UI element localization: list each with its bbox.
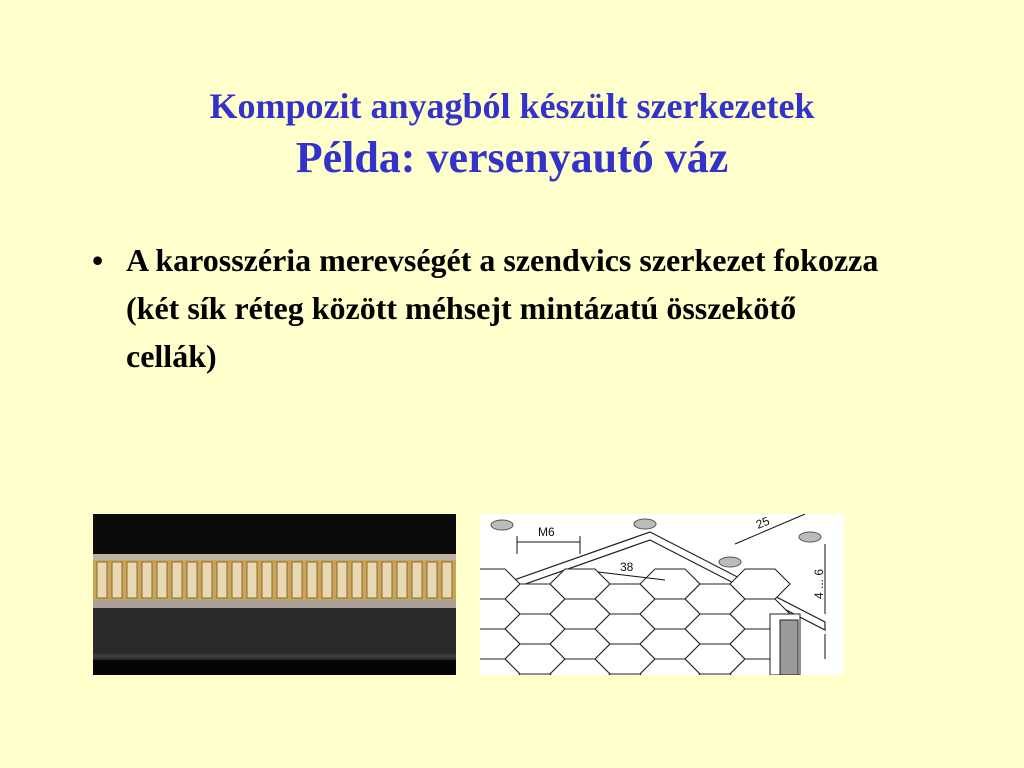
bullet-item xyxy=(86,236,886,380)
honeycomb-diagram xyxy=(480,514,844,675)
slide-title-line-2: Példa: versenyautó váz xyxy=(295,133,729,182)
bullet-icon: • xyxy=(92,242,104,278)
sandwich-panel-photo xyxy=(93,514,456,675)
bullet-list xyxy=(86,236,886,380)
thickness-label: 4 ... 6 xyxy=(812,568,826,599)
slide-title-line-1: Kompozit anyagból készült szerkezetek xyxy=(209,86,815,126)
dimension-38-label: 38 xyxy=(620,560,634,574)
bullet-text: A karosszéria merevségét a szendvics szerkezet fokozza (két sík réteg között méhsejt mintázatú összekötő cellák) xyxy=(126,242,879,374)
slide-title xyxy=(0,82,1024,186)
m6-label: M6 xyxy=(538,525,555,539)
dimension-25-label: 25 xyxy=(753,514,772,532)
